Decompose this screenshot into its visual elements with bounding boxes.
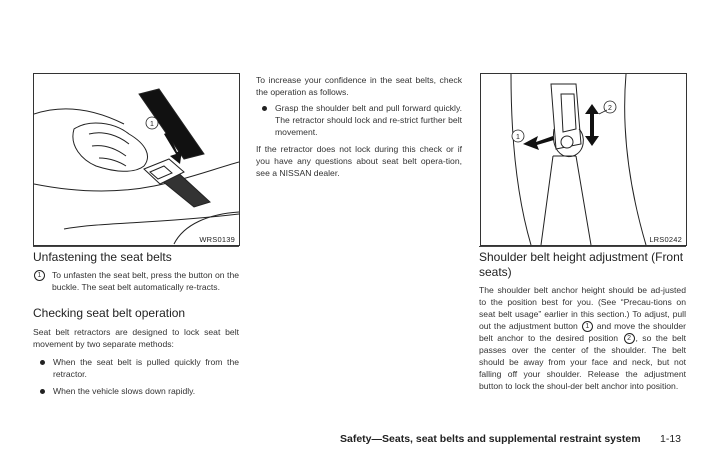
callout-1: 1 [150, 121, 154, 128]
ref-number-1: 1 [582, 321, 593, 332]
bullet-item [40, 356, 239, 380]
step-1 [33, 269, 239, 293]
shoulder-belt-text-a: The shoulder belt anchor height should be ad-justed to the position best for you. (See “Precau-tions on seat belt usage” earlier in this section.) To adjust, pull out the adjustment button [479, 285, 686, 331]
arrow-left-icon [523, 136, 554, 150]
heading-unfastening: Unfastening the seat belts [33, 250, 172, 264]
shoulder-belt-text-c: , so the belt passes over the center of the shoulder. The belt should be away from your face and neck, but not falling off your shoulder. Release the adjustment button to lock the shoul-der belt anchor into position. [479, 333, 687, 392]
bullet-dot [40, 389, 45, 394]
bullet-dot [262, 106, 267, 111]
figure-shoulder-belt-adjust [480, 73, 687, 246]
divider [479, 246, 686, 247]
bullet-item [262, 102, 462, 138]
middle-intro: To increase your confidence in the seat belts, check the operation as follows. [256, 75, 462, 97]
bullet-text: When the seat belt is pulled quickly from the retractor. [53, 357, 239, 379]
shoulder-belt-text-b: and move the shoulder belt anchor to the desired position [479, 321, 687, 344]
step-1-text: To unfasten the seat belt, press the button on the buckle. The seat belt automatically re-tracts. [52, 270, 239, 292]
step-1-number: 1 [34, 270, 45, 281]
callout-2: 2 [608, 105, 612, 112]
page-number: 1-13 [660, 433, 682, 445]
heading-checking: Checking seat belt operation [33, 306, 186, 320]
ref-number-2: 2 [624, 333, 635, 344]
checking-intro: Seat belt retractors are designed to lock seat belt movement by two separate methods: [33, 327, 239, 349]
arrow-updown-icon [585, 104, 599, 146]
figure-code: LRS0242 [649, 235, 682, 244]
bullet-dot [40, 360, 45, 365]
belt-anchor-illustration [481, 74, 686, 245]
figure-code: WRS0139 [199, 235, 235, 244]
heading-shoulder-belt: Shoulder belt height adjustment (Front seats) [479, 250, 684, 279]
figure-unfastening-seat-belt [33, 73, 240, 246]
middle-para: If the retractor does not lock during this check or if you have any questions about seat belt opera-tion, see a NISSAN dealer. [256, 144, 462, 178]
bullet-text: When the vehicle slows down rapidly. [53, 386, 196, 396]
bullet-item [40, 385, 239, 397]
divider [33, 246, 239, 247]
footer-title: Safety—Seats, seat belts and supplemental restraint system [340, 433, 641, 445]
callout-1: 1 [516, 134, 520, 141]
shoulder-belt-text [479, 284, 686, 392]
bullet-text: Grasp the shoulder belt and pull forward quickly. The retractor should lock and re-strict further belt movement. [275, 103, 462, 137]
buckle-illustration [34, 74, 239, 245]
